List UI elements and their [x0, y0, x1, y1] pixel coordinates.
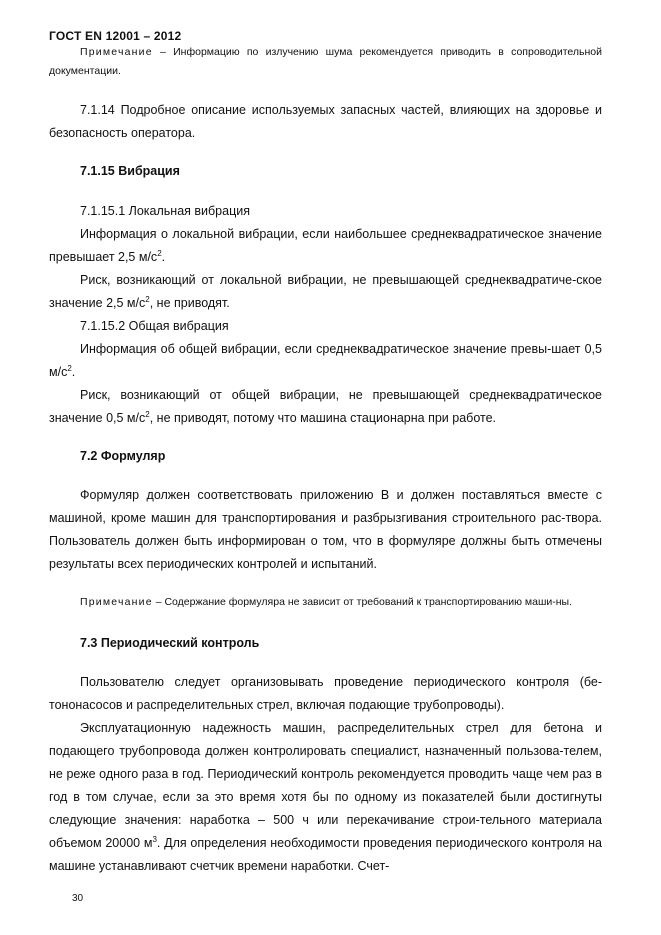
superscript: 2 [145, 294, 150, 304]
note-logbook [49, 593, 602, 612]
paragraph-7-3-b-text: Эксплуатационную надежность машин, распределительных стрел для бетона и подающего трубопровода должен контролировать специалист, назначенный пользова-телем, не реже одного раза в год. Периодический контроль рекомендуется проводить чаще чем раз в год в том случае, если за это время хотя бы по одному из показателей были достигнуты следующие значения: наработка – 500 ч или перекачивание строи-тельного материала объемом 20000 м [49, 721, 602, 850]
superscript: 2 [145, 409, 150, 419]
document-header: ГОСТ EN 12001 – 2012 [49, 29, 182, 43]
paragraph-7-3-a: Пользователю следует организовывать проведение периодического контроля (бе-тононасосов и распределительных стрел, включая подающие трубопроводы). [49, 675, 602, 712]
general-risk-text: Риск, возникающий от общей вибрации, не превышающей среднеквадратическое значение 0,5 м/с [49, 388, 602, 425]
general-info-text: Информация об общей вибрации, если среднеквадратическое значение превы-шает 0,5 м/с [49, 342, 602, 379]
note-label: Примечание [80, 596, 153, 608]
superscript: 2 [157, 248, 162, 258]
local-risk-end: , не приводят. [149, 296, 230, 310]
superscript: 3 [152, 834, 157, 844]
local-risk-text: Риск, возникающий от локальной вибрации, не превышающей среднеквадратиче-ское значение 2,5 м/с [49, 273, 602, 310]
paragraph-general-risk [49, 384, 602, 430]
local-info-end: . [161, 250, 166, 264]
heading-7-2: 7.2 Формуляр [80, 449, 166, 463]
superscript: 2 [67, 363, 72, 373]
note-noise [49, 43, 602, 81]
note-label: Примечание [80, 46, 153, 58]
paragraph-local-info [49, 223, 602, 269]
local-info-text: Информация о локальной вибрации, если наибольшее среднеквадратическое значение превышает 2,5 м/с [49, 227, 602, 264]
heading-7-1-15: 7.1.15 Вибрация [80, 164, 180, 178]
heading-7-3: 7.3 Периодический контроль [80, 636, 260, 650]
paragraph-7-3-b [49, 717, 602, 878]
paragraph-7-1-14: 7.1.14 Подробное описание используемых запасных частей, влияющих на здоровье и безопасность оператора. [49, 103, 602, 140]
note-text: – Содержание формуляра не зависит от требований к транспортированию маши-ны. [152, 596, 573, 608]
paragraph-7-2: Формуляр должен соответствовать приложению В и должен поставляться вместе с машиной, кроме машин для транспортирования и разбрызгивания строительного рас-твора. Пользователь должен быть информирован о том, что в формуляре должны быть отмечены результаты всех периодических контролей и испытаний. [49, 488, 602, 571]
paragraph-general-info [49, 338, 602, 384]
paragraph-7-3-b-end: . Для определения необходимости проведения периодического контроля на машине устанавливают счетчик времени наработки. Счет- [49, 836, 602, 873]
general-risk-end: , не приводят, потому что машина стационарна при работе. [149, 411, 497, 425]
general-info-end: . [71, 365, 76, 379]
paragraph-local-risk [49, 269, 602, 315]
page-number: 30 [72, 893, 84, 904]
note-text: – Информацию по излучению шума рекомендуется приводить в сопроводительной документации. [49, 46, 602, 77]
paragraph-7-1-15-1: 7.1.15.1 Локальная вибрация [80, 204, 251, 218]
paragraph-7-1-15-2: 7.1.15.2 Общая вибрация [80, 319, 229, 333]
